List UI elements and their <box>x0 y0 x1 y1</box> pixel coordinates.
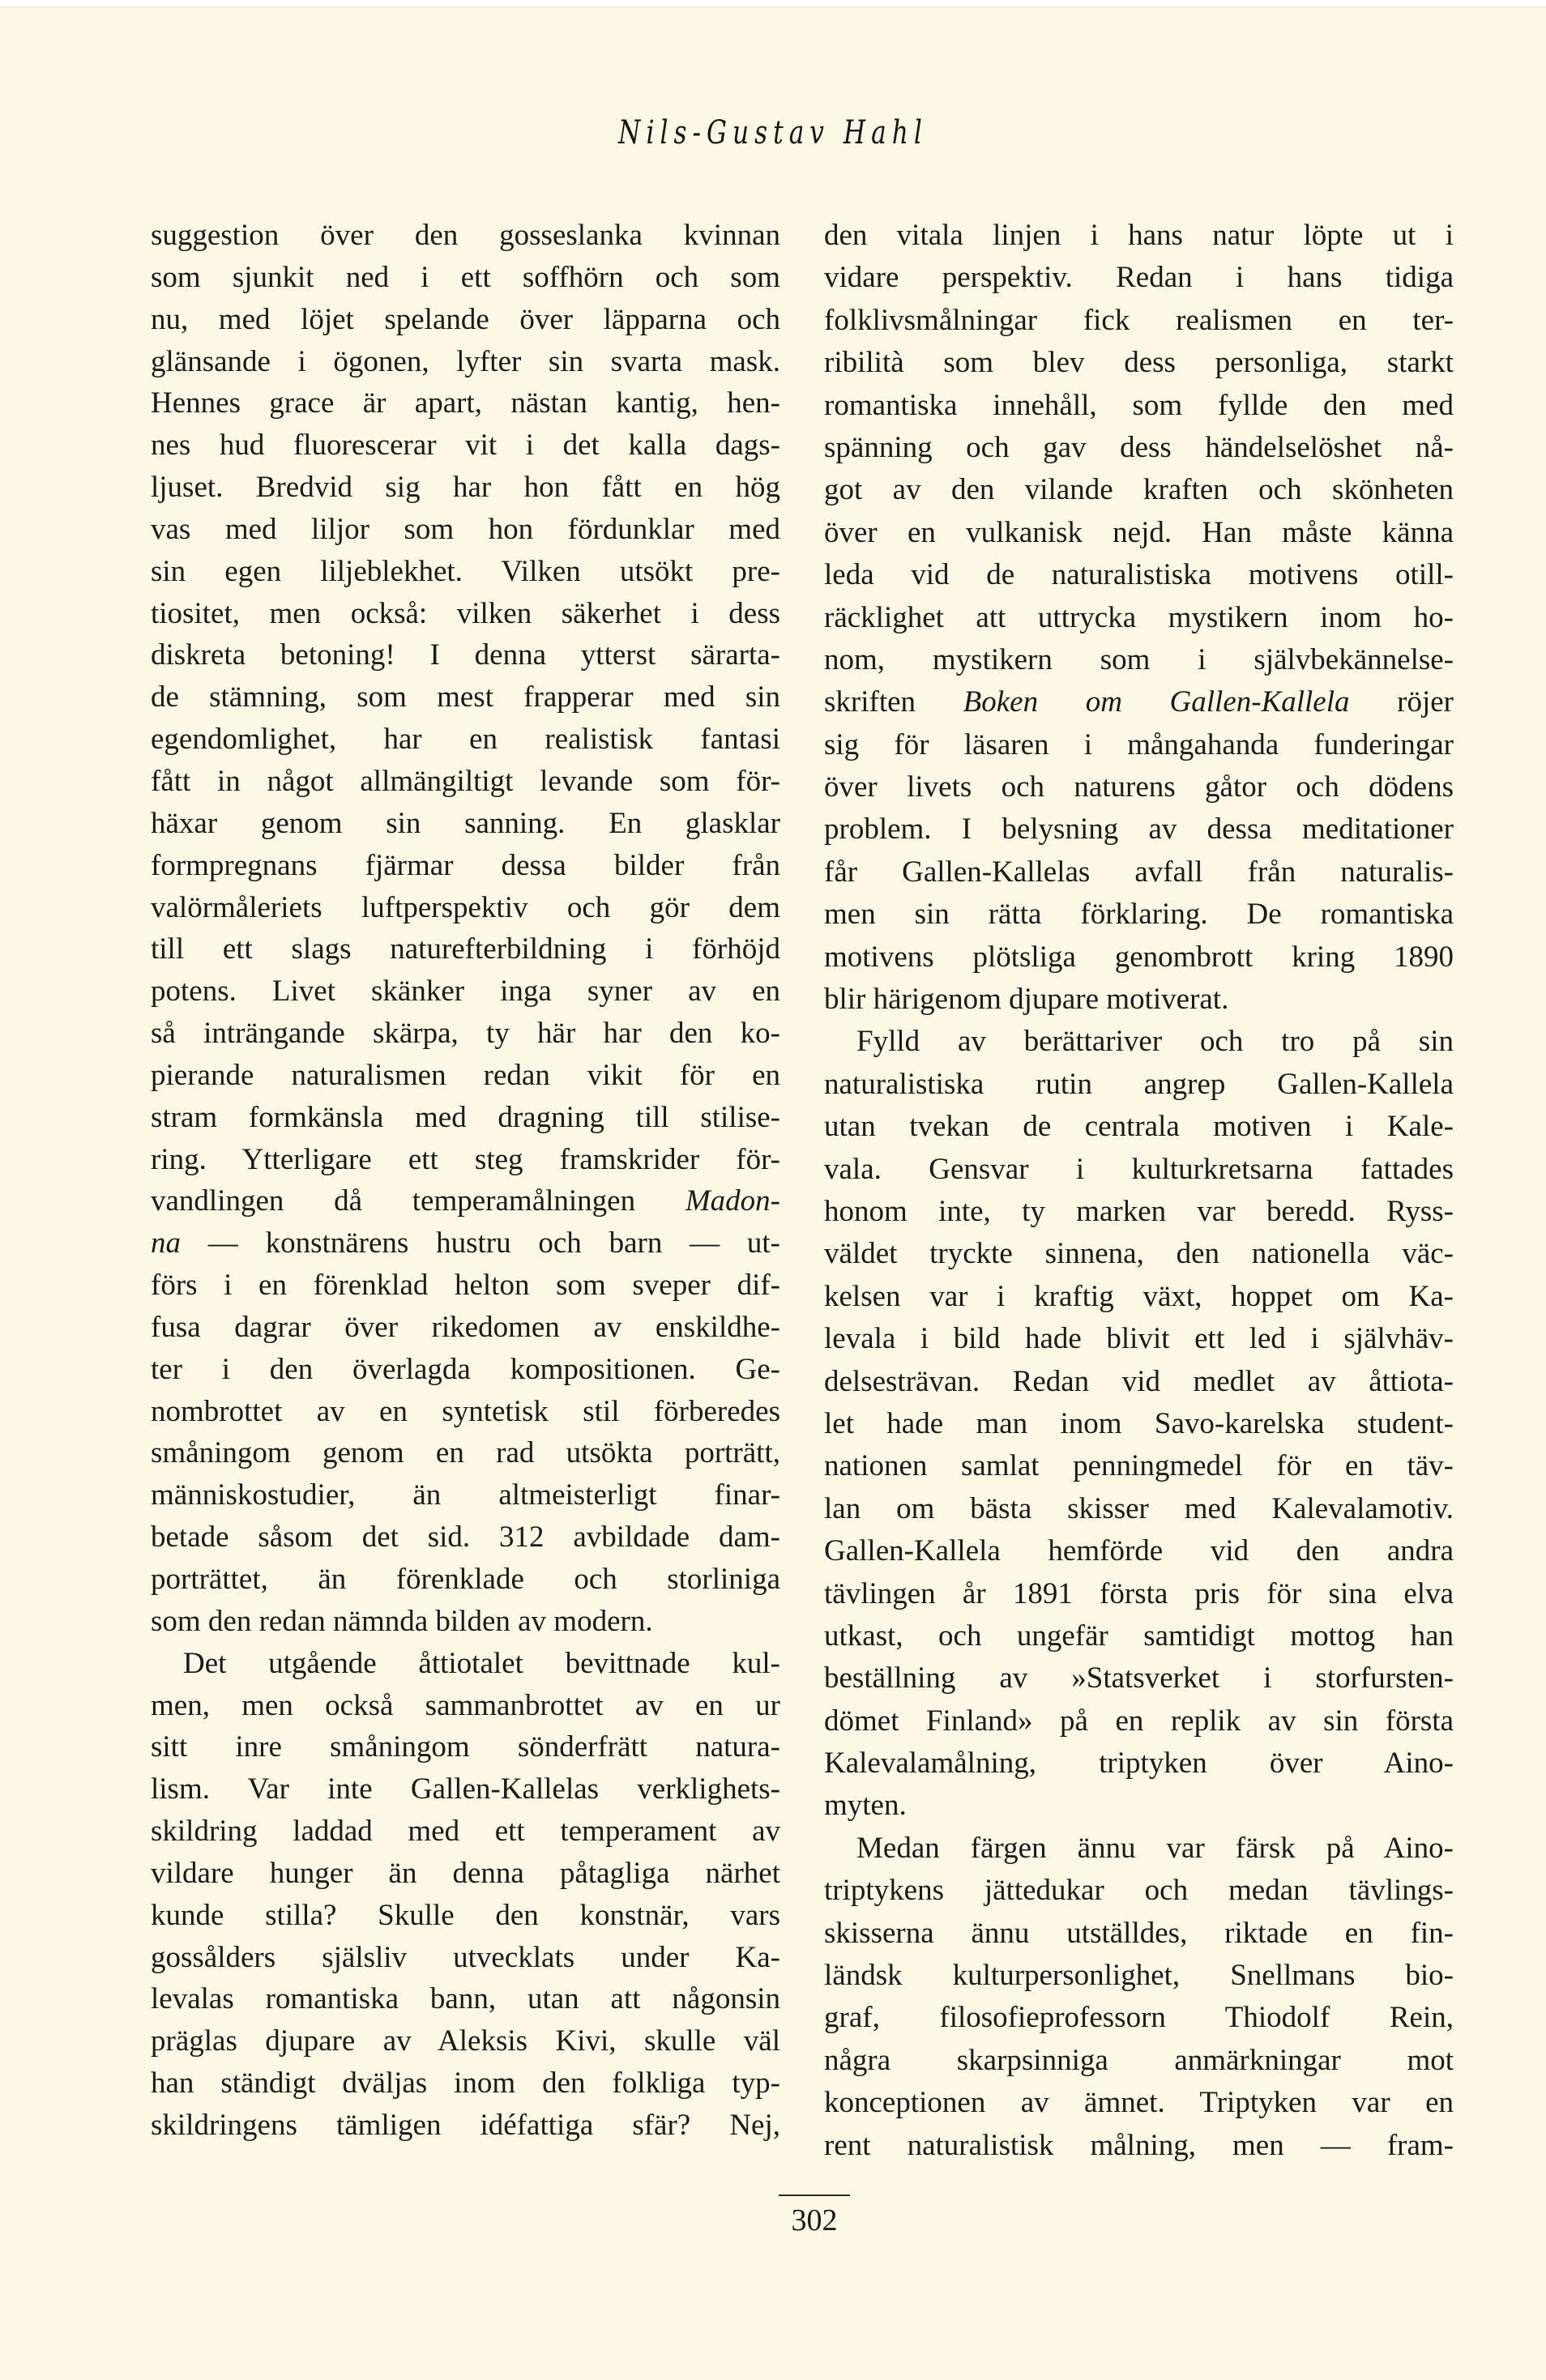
running-head-author: Nils-Gustav Hahl <box>618 114 928 151</box>
right-text-column <box>824 215 1454 2167</box>
text-line: problem. I belysning av dessa meditationer <box>824 813 1454 847</box>
left-text-column <box>151 215 780 2147</box>
text-line: över en vulkanisk nejd. Han måste känna <box>824 515 1454 549</box>
text-line: lan om bästa skisser med Kalevalamotiv. <box>824 1491 1454 1525</box>
text-line: utan tvekan de centrala motiven i Kale- <box>824 1110 1454 1144</box>
text-line: egendomlighet, har en realistisk fantasi <box>151 723 780 757</box>
text-line: sin egen liljeblekhet. Vilken utsökt pre- <box>151 554 780 588</box>
text-line: formpregnans fjärmar dessa bilder från <box>151 848 780 882</box>
text-line: ljuset. Bredvid sig har hon fått en hög <box>151 471 780 505</box>
text-line: honom inte, ty marken var beredd. Ryss- <box>824 1194 1454 1228</box>
text-line: skildring laddad med ett temperament av <box>151 1815 780 1849</box>
text-line: lism. Var inte Gallen-Kallelas verklighets- <box>151 1772 780 1806</box>
text-line: Kalevalamålning, triptyken över Aino- <box>824 1747 1454 1781</box>
text-line: småningom genom en rad utsökta porträtt, <box>151 1436 780 1470</box>
text-line: Gallen-Kallela hemförde vid den andra <box>824 1534 1454 1568</box>
text-line: got av den vilande kraften och skönheten <box>824 473 1454 507</box>
text-line: beställning av »Statsverket i storfursten- <box>824 1661 1454 1695</box>
text-line: vidare perspektiv. Redan i hans tidiga <box>824 261 1454 295</box>
text-line: till ett slags naturefterbildning i förhöjd <box>151 932 780 966</box>
text-line: valörmåleriets luftperspektiv och gör dem <box>151 890 780 924</box>
text-line: naturalistiska rutin angrep Gallen-Kallela <box>824 1067 1454 1101</box>
text-line: kunde stilla? Skulle den konstnär, vars <box>151 1898 780 1932</box>
text-line: myten. <box>824 1789 907 1823</box>
text-line: blir härigenom djupare motiverat. <box>824 983 1229 1017</box>
text-line: Fylld av berättariver och tro på sin <box>856 1025 1454 1059</box>
text-line: över livets och naturens gåtor och dödens <box>824 770 1454 804</box>
text-line: Medan färgen ännu var färsk på Aino- <box>856 1831 1454 1865</box>
text-line: na — konstnärens hustru och barn — ut- <box>151 1226 780 1260</box>
text-line: skildringens tämligen idéfattiga sfär? Nej, <box>151 2108 780 2142</box>
text-line: häxar genom sin sanning. En glasklar <box>151 806 780 840</box>
text-line: vildare hunger än denna påtagliga närhet <box>151 1856 780 1890</box>
text-line: leda vid de naturalistiska motivens otill- <box>824 558 1454 592</box>
text-line: glänsande i ögonen, lyfter sin svarta mask. <box>151 344 780 378</box>
text-line: förs i en förenklad helton som sveper dif- <box>151 1269 780 1303</box>
text-line: får Gallen-Kallelas avfall från naturalis- <box>824 855 1454 889</box>
text-line: levala i bild hade blivit ett led i självhäv- <box>824 1322 1454 1356</box>
text-line: gossålders själsliv utvecklats under Ka- <box>151 1940 780 1974</box>
text-line: men sin rätta förklaring. De romantiska <box>824 898 1454 932</box>
text-line: vala. Gensvar i kulturkretsarna fattades <box>824 1152 1454 1186</box>
text-line: potens. Livet skänker inga syner av en <box>151 975 780 1009</box>
text-line: nationen samlat penningmedel för en täv- <box>824 1449 1454 1483</box>
text-line: vas med liljor som hon fördunklar med <box>151 512 780 546</box>
italic-title: na <box>151 1226 181 1260</box>
text-line: räcklighet att uttrycka mystikern inom ho- <box>824 600 1454 634</box>
text-line: präglas djupare av Aleksis Kivi, skulle väl <box>151 2024 780 2058</box>
text-line: som den redan nämnda bilden av modern. <box>151 1604 653 1638</box>
text-line: dömet Finland» på en replik av sin första <box>824 1704 1454 1738</box>
text-line: Hennes grace är apart, nästan kantig, hen- <box>151 386 780 420</box>
text-line: triptykens jättedukar och medan tävlings- <box>824 1874 1454 1908</box>
text-line: spänning och gav dess händelselöshet nå- <box>824 430 1454 464</box>
text-line: utkast, och ungefär samtidigt mottog han <box>824 1619 1454 1653</box>
text-line: romantiska innehåll, som fyllde den med <box>824 388 1454 422</box>
text-line: skriften Boken om Gallen-Kallela röjer <box>824 685 1454 719</box>
text-line: graf, filosofieprofessorn Thiodolf Rein, <box>824 2001 1454 2035</box>
text-line: ländsk kulturpersonlighet, Snellmans bio- <box>824 1959 1454 1993</box>
text-line: men, men också sammanbrottet av en ur <box>151 1688 780 1722</box>
text-line: ribilità som blev dess personliga, starkt <box>824 346 1454 380</box>
text-line: vandlingen då temperamålningen Madon- <box>151 1184 780 1218</box>
text-line: de stämning, som mest frapperar med sin <box>151 680 780 714</box>
text-line: folklivsmålningar fick realismen en ter- <box>824 303 1454 337</box>
text-line: nes hud fluorescerar vit i det kalla dags- <box>151 429 780 463</box>
text-line: så inträngande skärpa, ty här har den ko- <box>151 1017 780 1051</box>
text-line: motivens plötsliga genombrott kring 1890 <box>824 940 1454 974</box>
text-line: diskreta betoning! I denna ytterst särarta- <box>151 638 780 672</box>
text-line: levalas romantiska bann, utan att någonsin <box>151 1982 780 2016</box>
text-line: Det utgående åttiotalet bevittnade kul- <box>183 1646 780 1680</box>
text-line: ter i den överlagda kompositionen. Ge- <box>151 1352 780 1386</box>
text-line: nombrottet av en syntetisk stil förberedes <box>151 1394 780 1428</box>
text-line: människostudier, än altmeisterligt finar- <box>151 1478 780 1512</box>
text-line: konceptionen av ämnet. Triptyken var en <box>824 2086 1454 2120</box>
text-line: tiositet, men också: vilken säkerhet i dess <box>151 596 780 630</box>
text-line: delsesträvan. Redan vid medlet av åttiota- <box>824 1364 1454 1398</box>
text-line: sig för läsaren i mångahanda funderingar <box>824 727 1454 761</box>
text-line: skisserna ännu utställdes, riktade en fin- <box>824 1916 1454 1950</box>
page-number: 302 <box>791 2203 838 2237</box>
text-line: pierande naturalismen redan vikit för en <box>151 1058 780 1092</box>
text-line: han ständigt dväljas inom den folkliga typ- <box>151 2067 780 2101</box>
text-line: rent naturalistisk målning, men — fram- <box>824 2128 1454 2162</box>
text-line: tävlingen år 1891 första pris för sina elva <box>824 1576 1454 1610</box>
text-line: stram formkänsla med dragning till stilise- <box>151 1100 780 1134</box>
italic-title: Boken om Gallen-Kallela <box>963 685 1350 719</box>
text-line: som sjunkit ned i ett soffhörn och som <box>151 260 780 294</box>
text-line: nu, med löjet spelande över läpparna och <box>151 302 780 336</box>
text-line: kelsen var i kraftig växt, hoppet om Ka- <box>824 1279 1454 1313</box>
italic-title: Madon- <box>685 1184 780 1218</box>
text-line: porträttet, än förenklade och storliniga <box>151 1563 780 1596</box>
text-line: betade såsom det sid. 312 avbildade dam- <box>151 1521 780 1555</box>
text-line: väldet tryckte sinnena, den nationella väc- <box>824 1237 1454 1271</box>
text-line: let hade man inom Savo-karelska student- <box>824 1406 1454 1440</box>
text-line: sitt inre småningom sönderfrätt natura- <box>151 1730 780 1764</box>
text-line: nom, mystikern som i självbekännelse- <box>824 642 1454 676</box>
text-line: fått in något allmängiltigt levande som för- <box>151 764 780 798</box>
text-line: några skarpsinniga anmärkningar mot <box>824 2043 1454 2077</box>
page-number-rule <box>779 2194 850 2196</box>
text-line: den vitala linjen i hans natur löpte ut i <box>824 219 1454 252</box>
text-line: fusa dagrar över rikedomen av enskildhe- <box>151 1310 780 1344</box>
text-line: suggestion över den gosseslanka kvinnan <box>151 219 780 252</box>
text-line: ring. Ytterligare ett steg framskrider för- <box>151 1142 780 1176</box>
book-page <box>0 6 1546 2380</box>
